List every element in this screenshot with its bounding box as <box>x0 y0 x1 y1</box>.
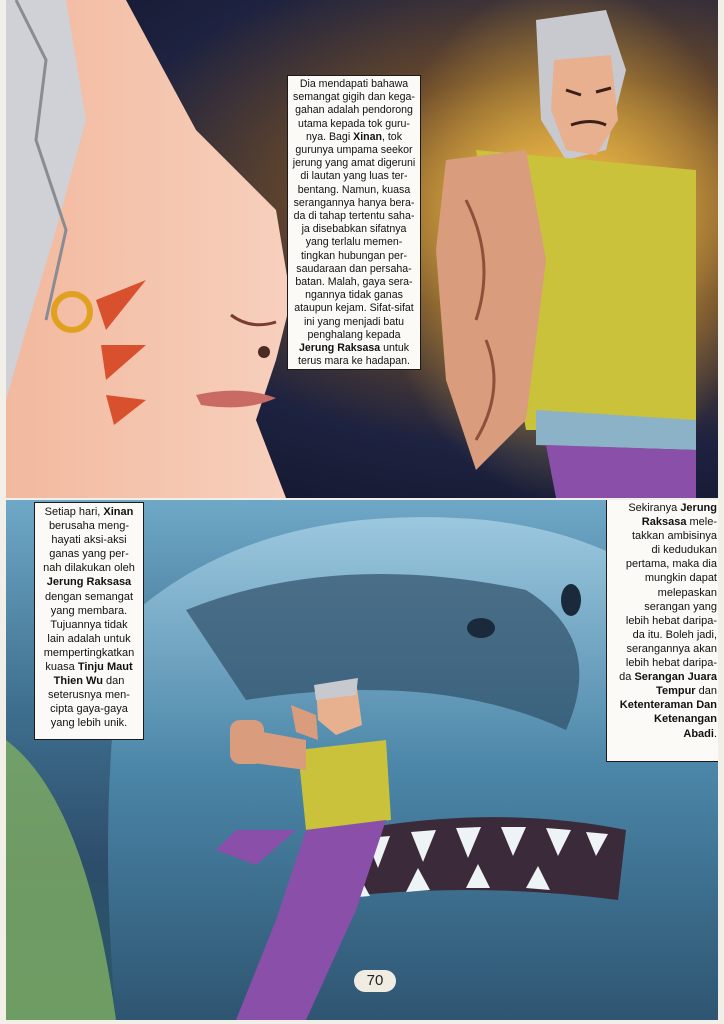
fist <box>230 720 264 764</box>
page-number: 70 <box>354 970 396 992</box>
caption-left: Setiap hari, Xinan berusaha meng- hayati aksi-aksi ganas yang per- nah dilakukan oleh Jerung Raksasa dengan semangat yang membara. Tujuannya tidak lain adalah untuk mempertingkatkan kuasa Tinju Maut Thien Wu dan seterusnya men- cipta gaya-gaya yang lebih unik. <box>34 502 144 740</box>
bottom-panel <box>6 500 718 1020</box>
top-panel <box>6 0 718 498</box>
shark-eye <box>561 584 581 616</box>
shark-nostril <box>467 618 495 638</box>
face-closeup <box>6 0 291 498</box>
caption-right: Sekiranya Jerung Raksasa mele- takkan ambisinya di kedudukan pertama, maka dia mungkin dapat melepaskan serangan yang lebih hebat daripa- da itu. Boleh jadi, serangannya akan lebih hebat daripa- da Serangan Juara Tempur dan Ketenteraman Dan Ketenangan Abadi. <box>606 500 718 762</box>
caption-top: Dia mendapati bahawa semangat gigih dan kega- gahan adalah pendorong utama kepada tok guru- nya. Bagi Xinan, tok gurunya umpama seekor jerung yang amat digeruni di lautan yang luas ter- bentang. Namun, kuasa serangannya hanya bera- da di tahap tertentu saha- ja disebabkan sifatnya yang terlalu memen- tingkan hubungan per- saudaraan dan persaha- batan. Malah, gaya sera- ngannya tidak ganas ataupun kejam. Sifat-sifat ini yang menjadi batu penghalang kepada Jerung Raksasa untuk terus mara ke hadapan. <box>287 75 421 370</box>
